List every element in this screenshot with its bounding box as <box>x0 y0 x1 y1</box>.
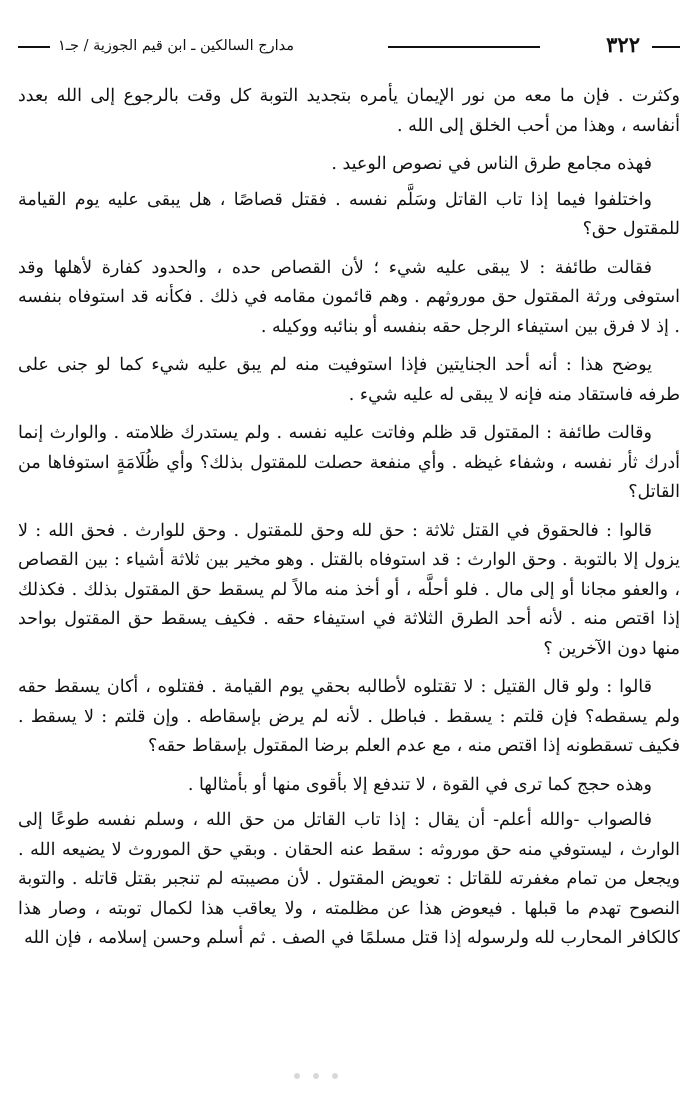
smudge-dot <box>294 1073 300 1079</box>
paragraph-9: وهذه حجج كما ترى في القوة ، لا تندفع إلا بأقوى منها أو بأمثالها . <box>187 774 652 795</box>
paragraph-1: وكثرت . فإن ما معه من نور الإيمان يأمره بتجديد التوبة كل وقت بالرجوع إلى الله بعدد أنفاسه ، وهذا من أحب الخلق إلى الله . <box>18 86 680 136</box>
running-title: مدارج السالكين ـ ابن قيم الجوزية / جـ١ <box>58 38 294 54</box>
paragraph-8: قالوا : ولو قال القتيل : لا تقتلوه لأطالبه بحقي يوم القيامة . فقتلوه ، أكان يسقط حقه ولم يسقطه؟ فإن قلتم : يسقط . فباطل . لأنه لم يرض بإسقاطه . وإن قلتم : لا يسقط . فكيف تسقطونه إذا اقتص منه ، مع عدم العلم برضا المقتول بإسقاط حقه؟ <box>18 677 680 756</box>
footer-smudge <box>290 1064 410 1074</box>
paragraph-2: فهذه مجامع طرق الناس في نصوص الوعيد . <box>331 154 652 174</box>
paragraph-10: فالصواب -والله أعلم- أن يقال : إذا تاب القاتل من حق الله ، وسلم نفسه طوعًا إلى الوارث ، ليستوفي منه حق موروثه : سقط عنه الحقان . وبقي حق الموروث لا يضيعه الله . ويجعل من تمام مغفرته للقاتل : تعويض المقتول . لأن مصيبته لم تنجبر بقتل قاتله . والتوبة النصوح تهدم ما قبلها . فيعوض هذا عن مظلمته ، ولا يعاقب هذا لكمال توبته ، وصار هذا كالكافر المحارب لله ولرسوله إذا قتل مسلمًا في الصف . ثم أسلم وحسن إسلامه ، فإن الله <box>18 810 680 948</box>
smudge-dot <box>313 1073 319 1079</box>
body-text <box>18 82 680 963</box>
page-number: ٣٢٢ <box>606 32 640 57</box>
header-dash-left <box>18 46 50 48</box>
paragraph-5: يوضح هذا : أنه أحد الجنايتين فإذا استوفيت منه لم يبق عليه شيء كما لو جنى على طرفه فاستقاد منه فإنه لا يبقى له عليه شيء . <box>18 355 680 405</box>
smudge-dot <box>332 1073 338 1079</box>
paragraph-7: قالوا : فالحقوق في القتل ثلاثة : حق لله وحق للمقتول . وحق للوارث . فحق الله : لا يزول إلا بالتوبة . وحق الوارث : قد استوفاه بالقتل . وهو مخير بين ثلاثة أشياء : بين القصاص ، والعفو مجانا أو إلى مال . فلو أحلَّه ، أو أخذ منه مالاً لم يسقط حق المقتول بذلك . فكذلك إذا اقتص منه . لأنه أحد الطرق الثلاثة في استيفاء حقه . فكيف يسقط حق المقتول بواحد منها دون الآخرين ؟ <box>18 520 680 659</box>
paragraph-4: فقالت طائفة : لا يبقى عليه شيء ؛ لأن القصاص حده ، والحدود كفارة لأهلها وقد استوفى ورثة المقتول حق موروثهم . وهم قائمون مقامه في ذلك . فكأنه قد استوفاه بنفسه . إذ لا فرق بين استيفاء الرجل حقه بنفسه أو بنائبه ووكيله . <box>18 257 680 337</box>
header-rule <box>388 46 540 48</box>
paragraph-3: واختلفوا فيما إذا تاب القاتل وسَلَّم نفسه . فقتل قصاصًا ، هل يبقى عليه يوم القيامة للمقتول حق؟ <box>18 189 680 239</box>
paragraph-6: وقالت طائفة : المقتول قد ظلم وفاتت عليه نفسه . ولم يستدرك ظلامته . والوارث إنما أدرك ثأر نفسه ، وشفاء غيظه . وأي منفعة حصلت للمقتول بذلك؟ وأي ظُلَامَةٍ استوفاها من القاتل؟ <box>18 423 680 502</box>
header-dash-right <box>652 46 680 48</box>
page-header <box>18 30 680 64</box>
